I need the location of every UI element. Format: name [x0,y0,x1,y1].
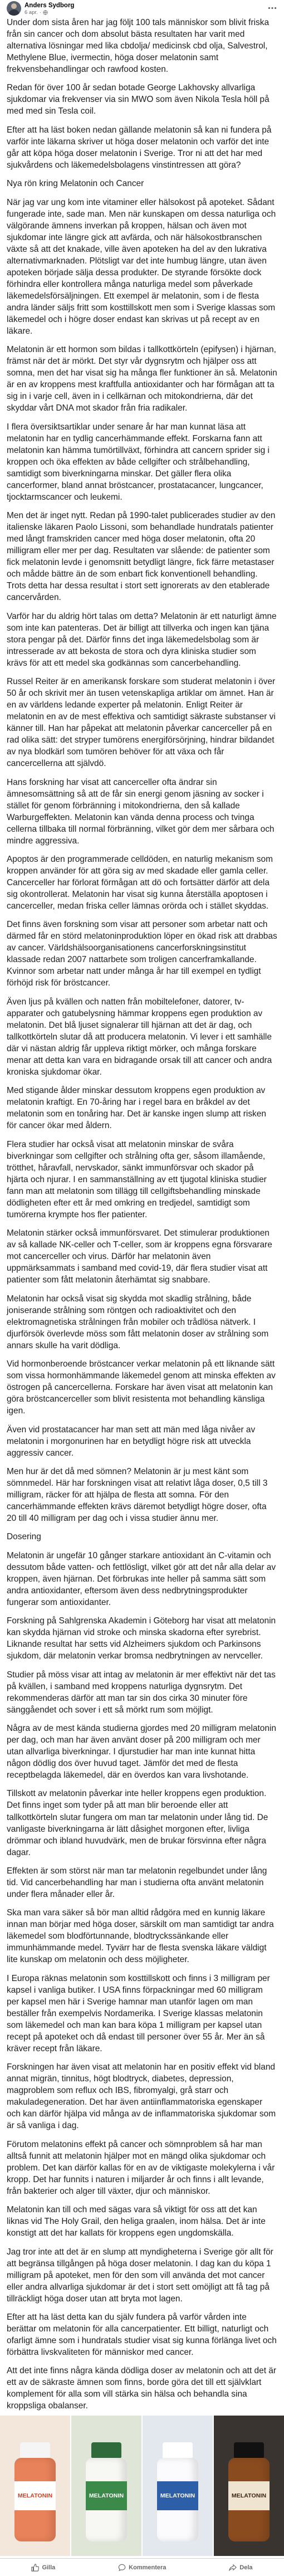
like-label: Gilla [42,2564,56,2571]
post-paragraph: När jag var ung kom inte vitaminer eller hälsokost på apoteket. Sådant fungerade inte, sade man. Men när kunskapen om dessa naturliga och välgörande ämnens inverkan på kroppen, hälsan och även mot sjukdomar inte längre gick att avfärda, och när hälsokostbranschen växte så att det knakade, ville även apoteken ha del av den lukrativa alternativmarknaden. Plötsligt var det inte humbug längre, utan även apoteken började sälja dessa produkter. De styrande försökte dock förhindra eller kontrollera många naturliga medel som påverkade läkemedelsförsäljningen. Ett exempel är melatonin, som i de flesta andra länder säljs fritt som kosttillskott men som i Sverige klassas som läkemedel och i högre doser endast kan skrivas ut på recept av en läkare. [7,197,276,336]
post-paragraph: Effekten är som störst när man tar melatonin regelbundet under lång tid. Vid cancerbehandling har man i studierna ofta använt melatonin under flera månader eller år. [7,1866,267,1899]
post-paragraph: Några av de mest kända studierna gjordes med 20 milligram melatonin per dag, och man har även använt doser på 200 milligram och mer utan allvarliga biverkningar. I djurstudier har man inte kunnat hitta någon dödlig dos över huvud taget. Jämför det med de flesta receptbelagda läkemedel, där en överdos kan vara livshotande. [7,1724,276,1780]
bottle-body [86,2458,127,2541]
bottle-body [228,2458,270,2541]
post-paragraph: Efter att ha läst detta kan du själv fundera på varför vården inte berättar om melatonin för alla cancerpatienter. Ett billigt, naturligt och ofarligt ämne som i hundratals studier visat sig kunna förlänga livet och förbättra livskvaliteten för människor med cancer. [7,2312,277,2358]
bottle-label: MELATONIN [14,2481,56,2510]
post-paragraph: Men det är inget nytt. Redan på 1990-talet publicerades studier av den italienske läkaren Paolo Lissoni, som behandlade hundratals patienter med långt framskriden cancer med höga doser melatonin, ofta 20 milligram eller mer per dag. Resultaten var slående: de patienter som fick melatonin levde i genomsnitt betydligt längre, fick färre metastaser och mådde bättre än de som enbart fick konventionell behandling. Trots detta har dessa resultat i stort sett ignorerats av den etablerade cancervården. [7,511,276,603]
post-paragraph: Varför har du aldrig hört talas om detta? Melatonin är ett naturligt ämne som inte kan patenteras. Det är billigt att tillverka och ingen kan tjäna stora pengar på det. Därför finns det inga läkemedelsbolag som är intresserade av att bekosta de stora och dyra kliniska studier som krävs för att ett medel ska godkännas som cancerbehandling. [7,611,277,668]
globe-icon[interactable] [43,10,48,15]
post-paragraph: Under dom sista åren har jag följt 100 tals människor som blivit friska från sin cancer och dom absolut bästa resultaten har varit med alternativa lösningar med lika cbdolja/ medicinsk cbd olja, Salvestrol, Methylene Blue, ivermectin, höga doser melatonin samt frekvensbehandlingar och rawfood kosten. [7,18,270,75]
avatar[interactable] [7,1,21,16]
like-button[interactable] [26,2562,61,2574]
photo-2[interactable] [71,2416,141,2556]
share-button[interactable] [223,2562,258,2574]
post-paragraph: Även vid prostatacancer har man sett att män med låga nivåer av melatonin i morgonurinen har en betydligt högre risk att utveckla aggressiv cancer. [7,1424,256,1458]
post-paragraph: Russel Reiter är en amerikansk forskare som studerat melatonin i över 50 år och skrivit mer än tusen vetenskapliga artiklar om ämnet. Han är en av världens ledande experter på melatonin. Enligt Reiter är melatonin en av de mest effektiva och samtidigt säkraste substanser vi känner till. Han har påpekat att melatonin påverkar cancerceller på en rad olika sätt: det stryper tumörens energiförsörjning, hindrar bildandet av nya blodkärl som tumören behöver för att växa och får cancercellerna att självdö. [7,677,276,769]
post-paragraph: Melatonin stärker också immunförsvaret. Det stimulerar produktionen av så kallade NK-celler och T-celler, som är kroppens egna försvarare mot cancerceller och virus. Därför har melatonin även uppmärksammats i samband med covid-19, där flera studier visat att patienter som fått melatonin återhämtat sig snabbare. [7,1228,272,1285]
post-header [0,0,284,17]
share-icon [229,2564,237,2572]
photo-grid [0,2416,284,2556]
post-paragraph: Melatonin är ungefär 10 gånger starkare antioxidant än C-vitamin och dessutom både vatten- och fettlösligt, vilket gör att det når alla delar av kroppen, även hjärnan. Det förbrukas inte heller på samma sätt som andra antioxidanter, eftersom även dess nedbrytningsprodukter fungerar som antioxidanter. [7,1550,276,1607]
post-paragraph: Med stigande ålder minskar dessutom kroppens egen produktion av melatonin kraftigt. En 70-åring har i regel bara en bråkdel av det melatonin som en tonåring har. Det är kanske ingen slump att risken för cancer ökar med åldern. [7,1086,266,1131]
post-paragraph: Ska man vara säker så bör man alltid rådgöra med en kunnig läkare innan man börjar med höga doser, särskilt om man samtidigt tar andra läkemedel som blodförtunnande, blodtryckssänkande eller immunhämmande medel. Tyvärr har de flesta svenska läkare väldigt lite kunskap om melatonin och dess möjligheter. [7,1908,274,1965]
bottle-image [14,2442,56,2541]
post-paragraph: Tillskott av melatonin påverkar inte heller kroppens egen produktion. Det finns inget som tyder på att man blir beroende eller att tallkottkörteln slutar fungera om man tar melatonin under lång tid. De vanligaste biverkningarna är lätt dåsighet morgonen efter, livliga drömmar och ibland huvudvärk, men de brukar försvinna efter några dagar. [7,1789,268,1857]
bottle-label: MELATONIN [86,2481,127,2510]
more-dots-icon [268,7,277,9]
bottle-cap [20,2442,50,2458]
bottle-image [228,2442,270,2541]
post-paragraph: Förutom melatonins effekt på cancer och sömnproblem så har man alltså funnit att melatonin hjälper mot en mängd olika sjukdomar och problem. Det kan därför kallas för en av de viktigaste molekylerna i vår kropp. Det har funnits i naturen i miljarder år och finns i allt levande, från bakterier och alger till växter, djur och människor. [7,2139,275,2196]
avatar-head-shape [11,3,17,9]
post-paragraph: Men hur är det då med sömnen? Melatonin är ju mest känt som sömnmedel. Här har forskningen visat att relativt låga doser, 0,5 till 3 milligram, räcker för att hjälpa de flesta att somna. För den cancerhämmande effekten krävs däremot betydligt högre doser, ofta 20 till 40 milligram per dag och i vissa studier ännu mer. [7,1466,268,1523]
post-paragraph: Forskningen har även visat att melatonin har en positiv effekt vid bland annat migrän, tinnitus, högt blodtryck, diabetes, depression, magproblem som reflux och IBS, fibromyalgi, grå starr och makuladegeneration. Det har även antiinflammatoriska egenskaper och kan därför hjälpa vid många av de inflammatoriska sjukdomar som är så vanliga i dag. [7,2062,276,2131]
post-paragraph: Jag tror inte att det är en slump att myndigheterna i Sverige gör allt för att begränsa tillgången på höga doser melatonin. I dag kan du köpa 1 milligram på apoteket, men för den som vill använda det mot cancer eller andra allvarliga sjukdomar är det i stort sett omöjligt att få tag på tillräckligt höga doser utan att bryta mot lagen. [7,2247,273,2304]
action-bar [0,2558,284,2576]
post-paragraph: Melatonin är ett hormon som bildas i tallkottkörteln (epifysen) i hjärnan, främst när det är mörkt. Det styr vår dygnsrytm och hjälper oss att somna, men det har visat sig ha många fler funktioner än så. Melatonin är en av kroppens mest kraftfulla antioxidanter och har förmågan att ta sig in i varje cell, även in i cellkärnan och mitokondrierna, där det skyddar vårt DNA mot skador från fria radikaler. [7,345,277,413]
thumbs-up-icon [31,2564,39,2572]
post-paragraph: Studier på möss visar att intag av melatonin är mer effektivt när det tas på kvällen, i samband med kroppens naturliga dygnsrytm. Det rekommenderas därför att man tar sin dos cirka 30 minuter före sänggåendet och sover i ett så mörkt rum som möjligt. [7,1670,276,1715]
post-paragraph: Forskning på Sahlgrenska Akademin i Göteborg har visat att melatonin kan skydda hjärnan vid stroke och minska skadorna efter syrebrist. Liknande resultat har setts vid Alzheimers sjukdom och Parkinsons sjukdom, där melatonin verkar bromsa nedbrytningen av nervceller. [7,1616,276,1661]
post-date[interactable]: 6 apr. [25,9,38,16]
bottle-cap [91,2442,121,2458]
post-paragraph: Det finns även forskning som visar att personer som arbetar natt och därmed får en störd melatoninproduktion löper en ökad risk att drabbas av cancer. Världshälsoorganisationens cancerforskningsinstitut klassade redan 2007 nattarbete som troligen cancerframkallande. Kvinnor som arbetar natt under många år har till exempel en tydligt förhöjd risk för bröstcancer. [7,920,277,988]
post-paragraph: Även ljus på kvällen och natten från mobiltelefoner, datorer, tv-apparater och gatubelysning hämmar kroppens egen produktion av melatonin. Det blå ljuset signalerar till hjärnan att det är dag, och tallkottkörteln slutar då att producera melatonin. Vi lever i ett samhälle där vi nästan aldrig får uppleva riktigt mörker, och många forskare menar att detta kan vara en bidragande orsak till att cancer och andra kroniska sjukdomar ökar. [7,997,272,1077]
post-paragraph: I flera översiktsartiklar under senare år har man kunnat läsa att melatonin har en tydlig cancerhämmande effekt. Forskarna fann att melatonin kan hämma tumörtillväxt, förhindra att cancern sprider sig i kroppen och öka effekten av både cellgifter och strålbehandling, samtidigt som biverkningarna minskar. Det gäller flera olika cancerformer, bland annat bröstcancer, prostatacancer, lungcancer, tjocktarmscancer och leukemi. [7,422,270,502]
bottle-cap [163,2442,193,2458]
section-heading: Nya rön kring Melatonin och Cancer [7,179,144,189]
post-paragraph: Efter att ha läst boken nedan gällande melatonin så kan ni fundera på varför inte läkarna skriver ut höga doser melatonin och varför det inte går att köpa höga doser melatonin i Sverige. Tror ni att det har med sjukvårdens och läkemedelsbolagens vinstintressen att göra? [7,125,272,170]
bottle-label: MELATONIN [228,2481,270,2510]
comment-button[interactable] [112,2562,172,2574]
photo-1[interactable] [0,2416,70,2556]
post-paragraph: I Europa räknas melatonin som kosttillskott och finns i 3 milligram per kapsel i vanliga butiker. I USA finns förpackningar med 60 milligram per kapsel men här i Sverige hamnar man utanför lagen om man beställer från exempelvis Nordamerika. I Sverige klassas melatonin som läkemedel och man kan bara köpa 1 milligram per kapsel utan recept på apoteket och då endast till personer över 55 år. Mer än så kräver recept från läkare. [7,1973,270,2053]
post-paragraph: Hans forskning har visat att cancerceller ofta ändrar sin ämnesomsättning så att de får sin energi genom jäsning av socker i stället för genom förbränning i mitokondrierna, den så kallade Warburgeffekten. Melatonin kan vända denna process och tvinga cellerna tillbaka till normal förbränning, vilket gör dem mer sårbara och mindre aggressiva. [7,777,275,846]
post-paragraph: Redan för över 100 år sedan botade George Lakhovsky allvarliga sjukdomar via frekvenser via sin MWO som även Nikola Tesla höll på med med sin Tesla coil. [7,83,270,116]
avatar-body-shape [8,9,19,16]
share-label: Dela [239,2564,253,2571]
more-options-button[interactable] [266,4,278,12]
post-paragraph: Vid hormonberoende bröstcancer verkar melatonin på ett liknande sätt som vissa hormonhämmande läkemedel genom att minska effekten av östrogen på cancercellerna. Forskare har även visat att melatonin kan göra bröstcancerceller som blivit resistenta mot behandling känsliga igen. [7,1359,276,1416]
bottle-label: MELATONIN [157,2481,198,2510]
post-paragraph: Att det inte finns några kända dödliga doser av melatonin och att det är ett av de säkraste ämnen som finns, borde göra det till ett självklart komplement för alla som vill stärka sin hälsa och behandla sina kroppsliga obalanser. [7,2366,277,2411]
post-meta [25,9,247,16]
bottle-image [157,2442,198,2541]
section-heading: Dosering [7,1532,41,1542]
bottle-image [86,2442,127,2541]
post-paragraph: Melatonin kan till och med sägas vara så viktigt för oss att det kan liknas vid The Holy Grail, den heliga graalen, inom hälsa. Det är inte konstigt att det har kallats för kroppens egen ungdomskälla. [7,2205,266,2238]
photo-3[interactable] [143,2416,213,2556]
photo-4[interactable] [214,2416,284,2556]
post-paragraph: Apoptos är den programmerade celldöden, en naturlig mekanism som kroppen använder för att göra sig av med skadade eller gamla celler. Cancerceller har förlorat förmågan att dö och fortsätter därför att dela sig okontrollerat. Melatonin har visat sig kunna återställa apoptosen i cancerceller, medan friska celler lämnas orörda och i stället skyddas. [7,854,273,911]
post-body [7,17,277,2412]
header-text [25,2,247,16]
comment-icon [118,2564,126,2572]
bottle-body [14,2458,56,2541]
bottle-cap [234,2442,264,2458]
post-paragraph: Melatonin har också visat sig skydda mot skadlig strålning, både joniserande strålning som röntgen och radioaktivitet och den elektromagnetiska strålningen från mobiler och trådlösa nätverk. I djurförsök överlevde möss som fått melatonin doser av strålning som annars skulle ha varit dödliga. [7,1294,269,1350]
bottle-body [157,2458,198,2541]
meta-separator: · [39,9,41,16]
comment-label: Kommentera [129,2564,167,2571]
post-paragraph: Flera studier har också visat att melatonin minskar de svåra biverkningar som cellgifter och strålning ofta ger, såsom illamående, trötthet, håravfall, nervskador, sänkt immunförsvar och skador på hjärta och njurar. I en sammanställning av ett tjugotal kliniska studier fann man att melatonin som tillägg till cellgiftsbehandling minskade dödligheten efter ett år med omkring en tredjedel, samtidigt som tumörerna krympte hos fler patienter. [7,1139,267,1219]
author-name[interactable]: Anders Sydborg [25,2,75,9]
